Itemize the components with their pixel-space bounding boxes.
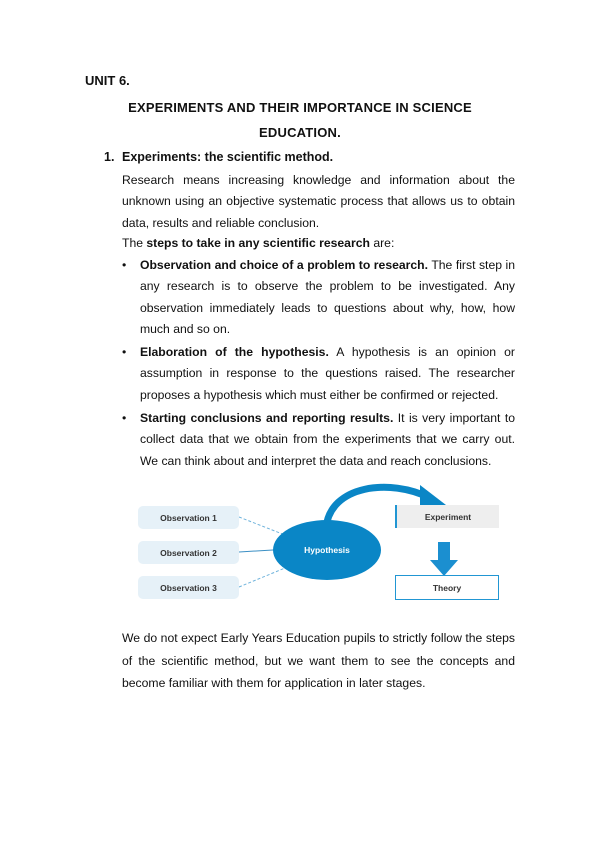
bullet-icon: • (122, 345, 127, 360)
intro-paragraph: Research means increasing knowledge and information about the unknown using an objective systematic process that allows us to obtain data, results and reliable conclusion. (122, 173, 515, 230)
bullet-title: Starting conclusions and reporting results. (140, 411, 394, 426)
steps-prefix: The (122, 236, 147, 250)
page-title (90, 95, 510, 145)
list-item (122, 255, 515, 340)
steps-suffix: are: (369, 236, 395, 250)
scientific-method-diagram (130, 480, 510, 610)
bullet-text: It is very important to collect data that we obtain from the experiments that we carry out. We can think about and interpret the data and reach conclusions. (140, 411, 516, 468)
section-title: Experiments: the scientific method. (122, 150, 334, 164)
bullet-text: The first step in any research is to observe the problem to be investigated. Any observation immediately leads to questions about why, how, how much and so on. (140, 258, 515, 336)
steps-bold: steps to take in any scientific research (146, 236, 370, 250)
unit-label: UNIT 6. (85, 73, 130, 88)
bullet-text: A hypothesis is an opinion or assumption in response to the questions raised. The researcher proposes a hypothesis which must either be confirmed or rejected. (140, 345, 515, 402)
steps-list (122, 255, 515, 472)
bullet-title: Elaboration of the hypothesis. (140, 345, 329, 360)
bullet-icon: • (122, 258, 127, 272)
hypothesis-ellipse: Hypothesis (273, 520, 381, 580)
observation-2-box: Observation 2 (138, 541, 239, 564)
list-item (122, 342, 515, 406)
closing-paragraph: We do not expect Early Years Education pupils to strictly follow the steps of the scientific method, but we want them to see the concepts and become familiar with them for application in later stages. (122, 631, 515, 690)
theory-box: Theory (395, 575, 499, 600)
bullet-icon: • (122, 411, 127, 426)
title-line-2: EDUCATION. (259, 125, 341, 140)
section-heading (104, 150, 333, 164)
observation-3-box: Observation 3 (138, 576, 239, 599)
bullet-title: Observation and choice of a problem to research. (140, 258, 429, 272)
list-item (122, 408, 515, 472)
steps-intro (122, 233, 515, 254)
title-line-1: EXPERIMENTS AND THEIR IMPORTANCE IN SCIENCE (128, 100, 472, 115)
section-number: 1. (104, 150, 115, 164)
observation-1-box: Observation 1 (138, 506, 239, 529)
experiment-box: Experiment (395, 505, 499, 528)
